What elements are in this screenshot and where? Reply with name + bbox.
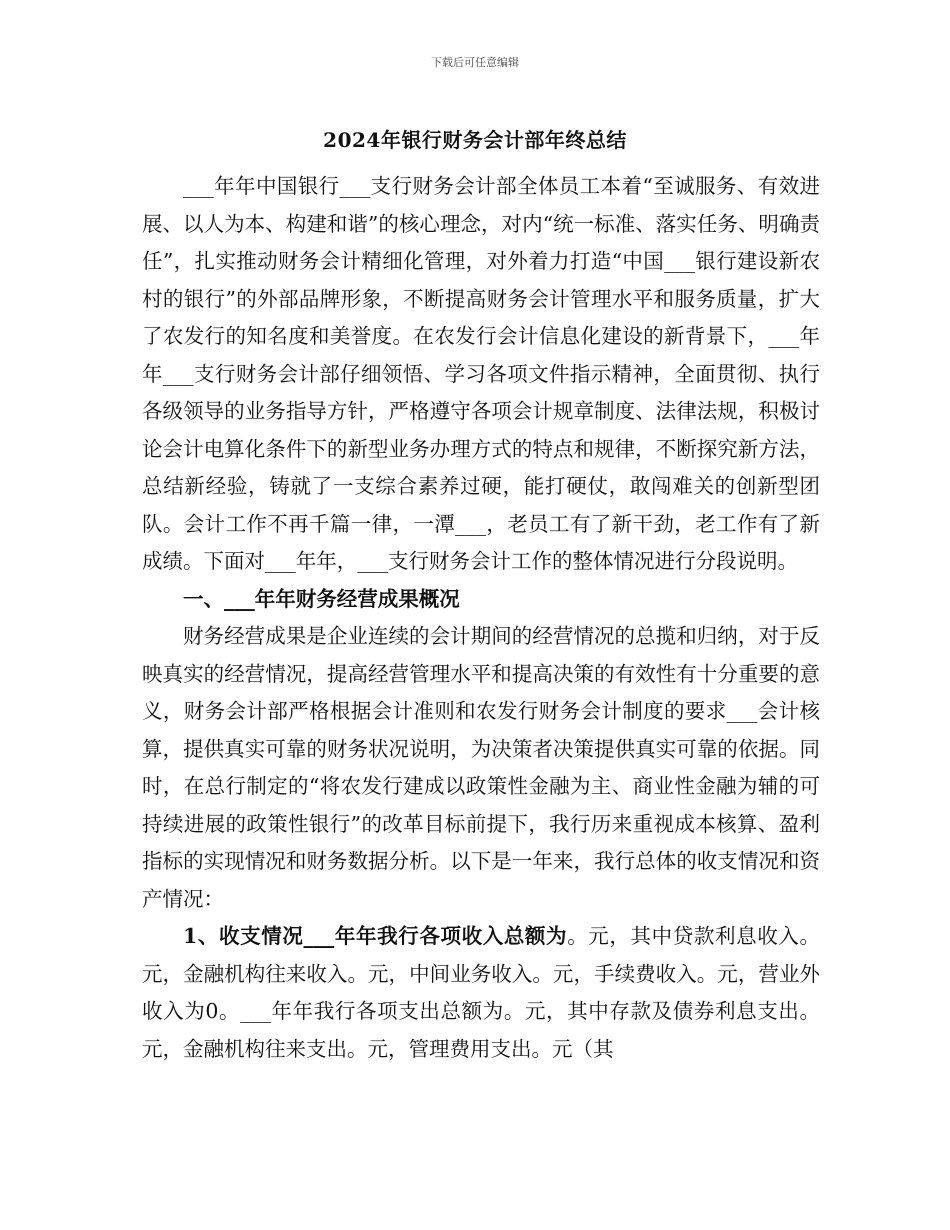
page-header-note: 下载后可任意编辑 bbox=[431, 56, 519, 69]
document-body bbox=[142, 168, 820, 1068]
section-1-paragraph: 财务经营成果是企业连续的会计期间的经营情况的总揽和归纳，对于反映真实的经营情况，提高经营管理水平和提高决策的有效性有十分重要的意义，财务会计部严格根据会计准则和农发行财务会计制度的要求___会计核算，提供真实可靠的财务状况说明，为决策者决策提供真实可靠的依据。同时，在总行制定的“将农发行建成以政策性金融为主、商业性金融为辅的可持续进展的政策性银行”的改革目标前提下，我行历来重视成本核算、盈利指标的实现情况和财务数据分析。以下是一年来，我行总体的收支情况和资产情况： bbox=[142, 624, 820, 911]
item-1-text: 。元，其中贷款利息收入。元，金融机构往来收入。元，中间业务收入。元，手续费收入。元，营业外收入为0。___年年我行各项支出总额为。元，其中存款及债券利息支出。元，金融机构往来支出。元，管理费用支出。元（其 bbox=[142, 924, 821, 1061]
section-1-heading: 一、___年年财务经营成果概况 bbox=[183, 586, 460, 611]
item-1-paragraph bbox=[142, 918, 820, 1068]
item-1-lead: 1、收支情况___年年我行各项收入总额为 bbox=[183, 924, 568, 948]
document-title: 2024年银行财务会计部年终总结 bbox=[323, 128, 627, 152]
intro-paragraph: ___年年中国银行___支行财务会计部全体员工本着“至诚服务、有效进展、以人为本、构建和谐”的核心理念，对内“统一标准、落实任务、明确责任”，扎实推动财务会计精细化管理，对外着力打造“中国___银行建设新农村的银行”的外部品牌形象，不断提高财务会计管理水平和服务质量，扩大了农发行的知名度和美誉度。在农发行会计信息化建设的新背景下，___年年___支行财务会计部仔细领悟、学习各项文件指示精神，全面贯彻、执行各级领导的业务指导方针，严格遵守各项会计规章制度、法律法规，积极讨论会计电算化条件下的新型业务办理方式的特点和规律，不断探究新方法，总结新经验，铸就了一支综合素养过硬，能打硬仗，敢闯难关的创新型团队。会计工作不再千篇一律，一潭___，老员工有了新干劲，老工作有了新成绩。下面对___年年，___支行财务会计工作的整体情况进行分段说明。 bbox=[142, 174, 820, 573]
